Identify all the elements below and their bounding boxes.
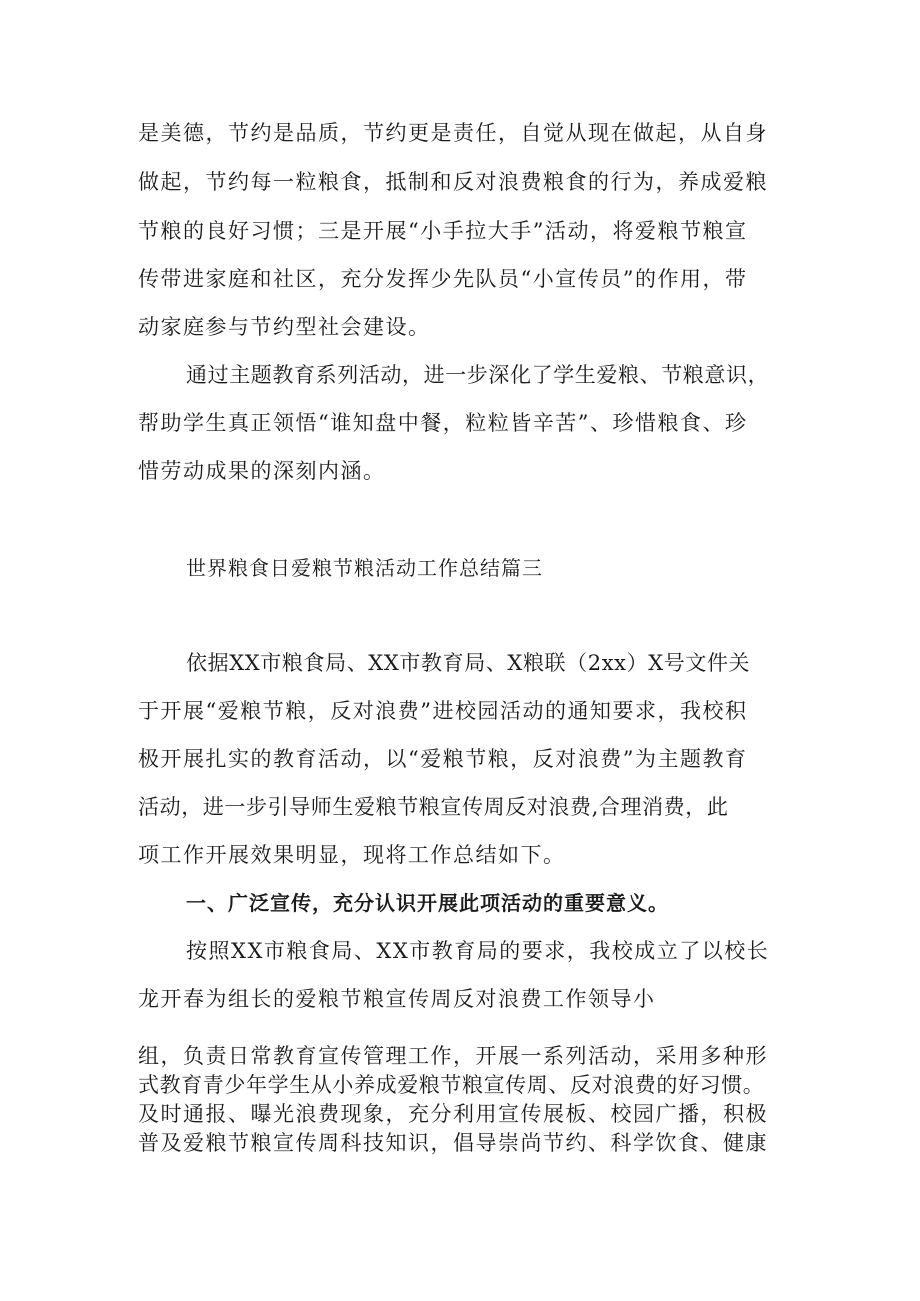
section-title: 世界粮食日爱粮节粮活动工作总结篇三 xyxy=(186,556,543,580)
paragraph-line: 是美德，节约是品质，节约更是责任，自觉从现在做起，从自身 xyxy=(138,121,768,145)
paragraph-line: 于开展“爱粮节粮，反对浪费”进校园活动的通知要求，我校积 xyxy=(138,699,748,723)
paragraph-line: 项工作开展效果明显，现将工作总结如下。 xyxy=(138,843,566,867)
paragraph-line: 传带进家庭和社区，充分发挥少先队员“小宣传员”的作用，带 xyxy=(138,267,748,291)
section-heading: 一、广泛宣传，充分认识开展此项活动的重要意义。 xyxy=(186,891,669,915)
paragraph-line: 动家庭参与节约型社会建设。 xyxy=(138,315,431,339)
paragraph-line: 龙开春为组长的爱粮节粮宣传周反对浪费工作领导小 xyxy=(138,987,656,1011)
paragraph-line: 按照XX市粮食局、XX市教育局的要求，我校成立了以校长 xyxy=(186,939,770,963)
paragraph-line: 活动，进一步引导师生爱粮节粮宣传周反对浪费,合理消费，此 xyxy=(138,795,729,819)
paragraph-line: 通过主题教育系列活动，进一步深化了学生爱粮、节粮意识， xyxy=(186,363,770,387)
paragraph-line: 式教育青少年学生从小养成爱粮节粮宣传周、反对浪费的好习惯。 xyxy=(138,1073,765,1097)
paragraph-line: 普及爱粮节粮宣传周科技知识，倡导崇尚节约、科学饮食、健康 xyxy=(138,1131,768,1155)
paragraph-line: 极开展扎实的教育活动，以“爱粮节粮，反对浪费”为主题教育 xyxy=(138,747,748,771)
paragraph-line: 依据XX市粮食局、XX市教育局、X粮联（2xx）X号文件关 xyxy=(186,651,751,675)
paragraph-line: 帮助学生真正领悟“谁知盘中餐，粒粒皆辛苦”、珍惜粮食、珍 xyxy=(138,411,748,435)
paragraph-line: 及时通报、曝光浪费现象，充分利用宣传展板、校园广播，积极 xyxy=(138,1102,768,1126)
paragraph-line: 惜劳动成果的深刻内涵。 xyxy=(138,459,386,483)
paragraph-line: 做起，节约每一粒粮食，抵制和反对浪费粮食的行为，养成爱粮 xyxy=(138,170,768,194)
paragraph-line: 节粮的良好习惯；三是开展“小手拉大手”活动，将爱粮节粮宣 xyxy=(138,219,748,243)
paragraph-line: 组，负责日常教育宣传管理工作，开展一系列活动，采用多种形 xyxy=(138,1044,768,1068)
